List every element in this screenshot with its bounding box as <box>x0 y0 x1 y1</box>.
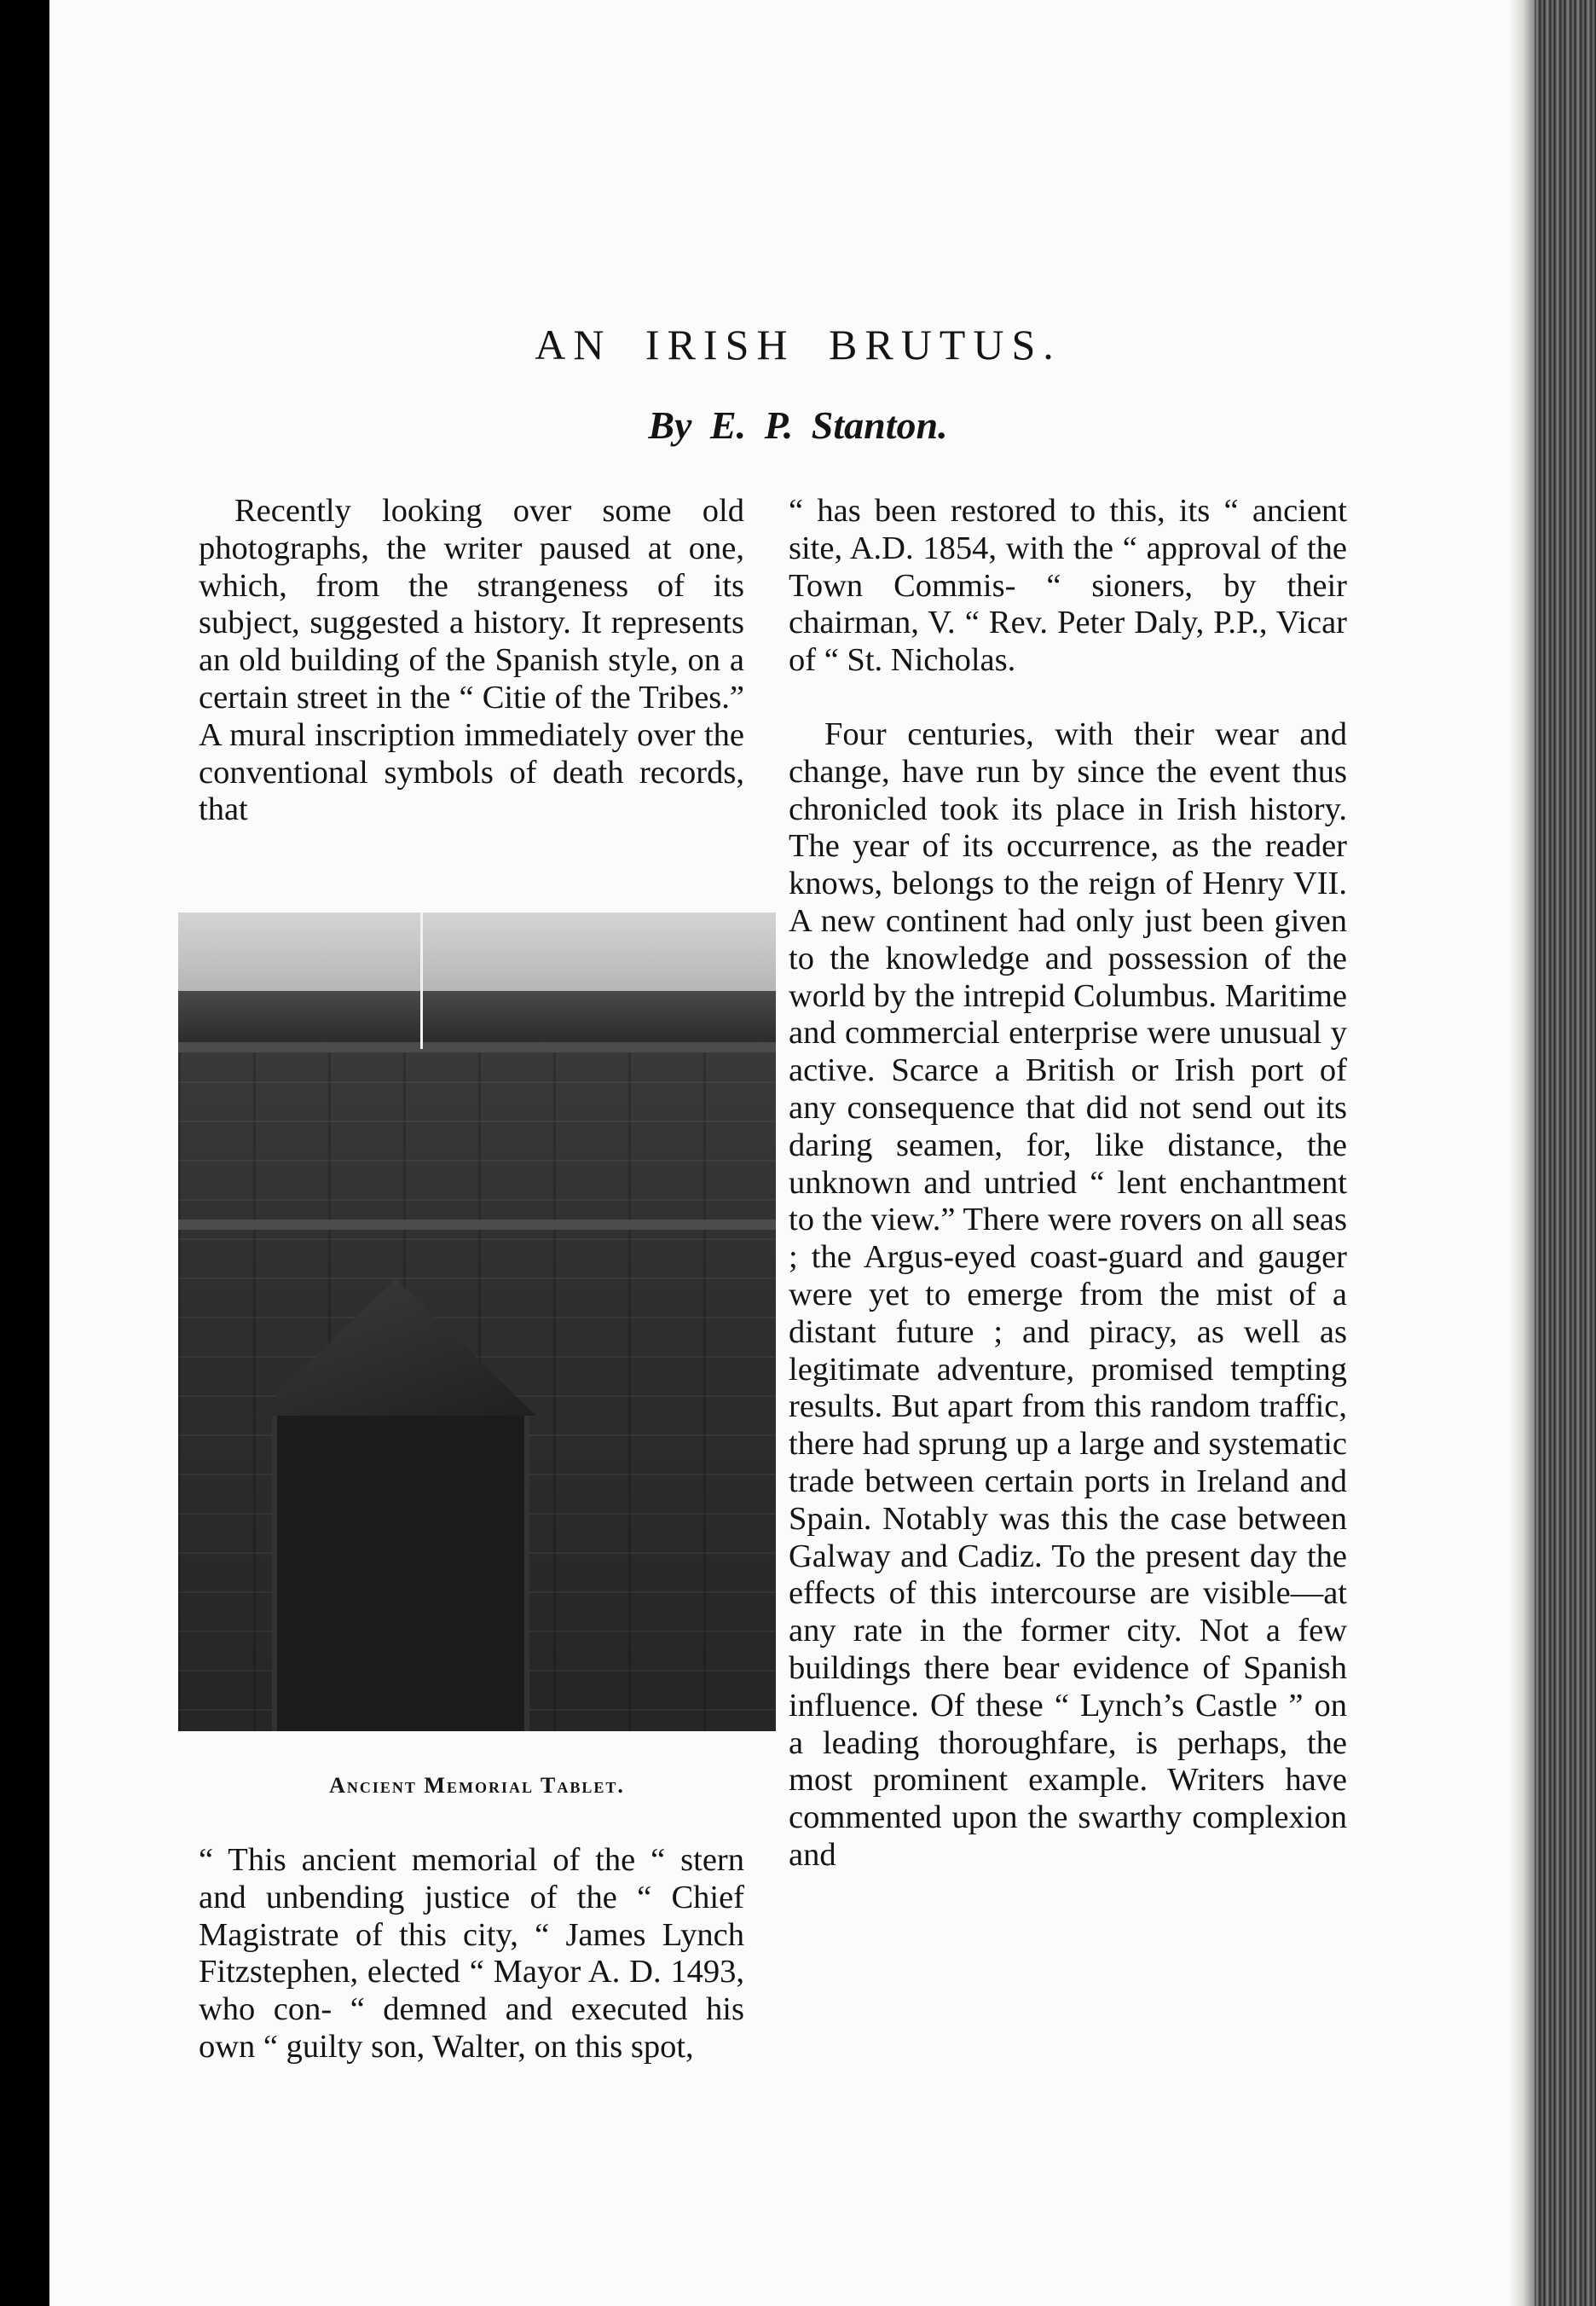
photo-scratch <box>420 913 423 1049</box>
figure-caption: Ancient Memorial Tablet. <box>329 1773 625 1798</box>
photo-tablet-panel <box>272 1416 529 1731</box>
photo-sky <box>178 913 776 991</box>
photo-ledge-lower <box>178 1220 776 1230</box>
memorial-tablet-photo <box>178 913 776 1731</box>
inscription-quote-start: “ This ancient memorial of the “ stern and unbending justice of the “ Chief Magistrate of this city, “ James Lynch Fitzstephen, elected “ Mayor A. D. 1493, who con- “ demned and executed his own “ guilty son, Walter, on this spot, <box>199 1842 744 2065</box>
history-paragraph: Four centuries, with their wear and change, have run by since the event thus chronicled took its place in Irish history. The year of its occurrence, as the reader knows, belongs to the reign of Henry VII. A new continent had only just been given to the knowledge and possession of the world by the intrepid Columbus. Maritime and commercial enterprise were unusual y active. Scarce a British or Irish port of any consequence that did not send out its daring seamen, for, like distance, the unknown and untried “ lent enchantment to the view.” There were rovers on all seas ; the Argus-eyed coast-guard and gauger were yet to emerge from the mist of a distant future ; and piracy, as well as legitimate adventure, promised tempting results. But apart from this random traffic, there had sprung up a large and systematic trade between certain ports in Ireland and Spain. Notably was this the case between Galway and Cadiz. To the present day the effects of this intercourse are visible—at any rate in the former city. Not a few buildings there bear evidence of Spanish influence. Of these “ Lynch’s Castle ” on a leading thoroughfare, is perhaps, the most prominent example. Writers have commented upon the swarthy complexion and <box>789 716 1347 1873</box>
article-title: AN IRISH BRUTUS. <box>535 321 1061 368</box>
article-byline: By E. P. Stanton. <box>648 403 948 447</box>
photo-ledge-upper <box>178 1042 776 1052</box>
inscription-quote-end: “ has been restored to this, its “ ancient site, A.D. 1854, with the “ approval of the Town Commis- “ sioners, by their chairman, V. “ Rev. Peter Daly, P.P., Vicar of “ St. Nicholas. <box>789 493 1347 679</box>
intro-paragraph: Recently looking over some old photographs, the writer paused at one, which, from the strangeness of its subject, suggested a history. It represents an old building of the Spanish style, on a certain street in the “ Citie of the Tribes.” A mural inscription immediately over the conventional symbols of death records, that <box>199 493 744 828</box>
photo-roofline <box>178 991 776 1042</box>
